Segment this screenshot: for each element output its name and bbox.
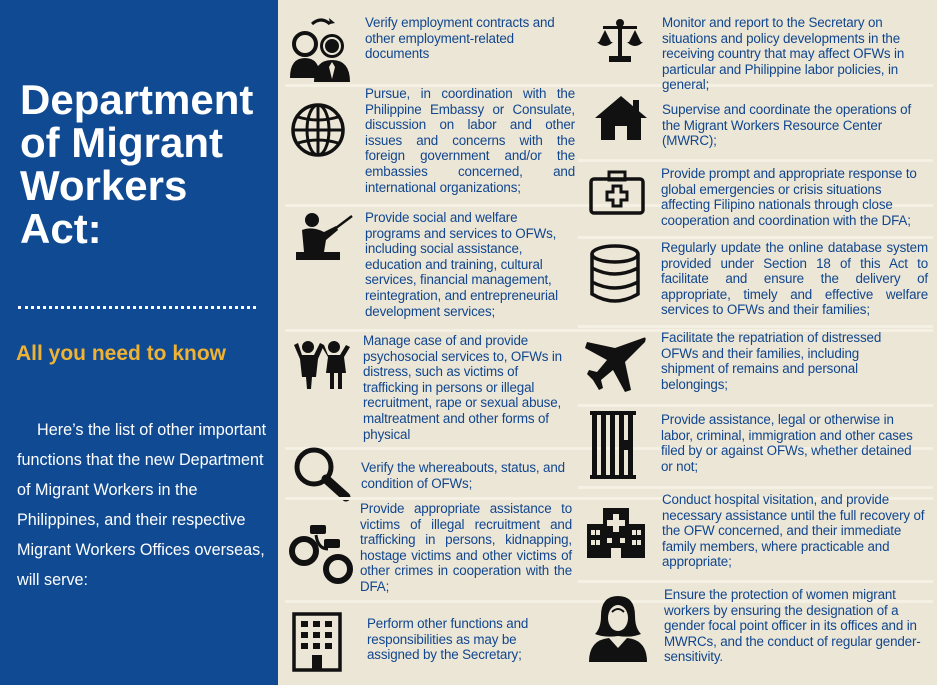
function-text: Provide social and welfare programs and services to OFWs, including social assistance, education and training, cultural services, financial management, reintegration, and entrepreneurial development services;: [365, 210, 558, 319]
function-item: [585, 164, 935, 240]
function-item: [585, 240, 935, 326]
row-divider: [578, 325, 933, 328]
function-text: Verify the whereabouts, status, and condition of OFWs;: [361, 460, 565, 491]
function-text: Facilitate the repatriation of distressed OFWs and their families, including shipment of remains and personal belongings;: [661, 330, 882, 392]
function-text: Provide assistance, legal or otherwise in labor, criminal, immigration and other cases filed by or against OFWs, whether detained or not;: [661, 412, 913, 474]
page-title: Department of Migrant Workers Act:: [20, 76, 254, 252]
function-text: Pursue, in coordination with the Philippine Embassy or Consulate, discussion on labor and other issues and concerns with the foreign government and/or the embassies concerned, and international organizations;: [365, 86, 575, 195]
function-item: [585, 330, 935, 400]
office-building-icon: [292, 612, 342, 672]
sidebar: [0, 0, 278, 685]
function-text: Verify employment contracts and other employment-related documents: [365, 15, 555, 62]
airplane-icon: [585, 334, 649, 394]
function-item: [288, 451, 578, 497]
globe-icon: [290, 102, 346, 158]
function-item: [585, 410, 935, 482]
dotted-divider: [18, 306, 256, 309]
function-text: Manage case of and provide psychosocial services to, OFWs in distress, such as victims of trafficking in persons or illegal recruitment, rape or sexual abuse, maltreatment and other forms of physical: [363, 333, 562, 442]
hospital-icon: [585, 506, 647, 560]
function-item: [288, 208, 578, 328]
people-exchange-icon: [288, 16, 354, 84]
subtitle: All you need to know: [16, 342, 227, 365]
function-text: Perform other functions and responsibilities as may be assigned by the Secretary;: [367, 616, 529, 663]
function-item: [585, 100, 935, 160]
function-text: Ensure the protection of women migrant workers by ensuring the designation of a gender focal point officer in its offices and in MWRCs, and the conduct of regular gender-sensitivity.: [664, 587, 921, 665]
database-icon: [589, 244, 641, 304]
function-item: [288, 86, 578, 202]
function-item: [585, 586, 935, 676]
children-icon: [292, 339, 350, 391]
magnifier-icon: [290, 445, 352, 503]
first-aid-kit-icon: [589, 170, 645, 216]
scales-icon: [595, 18, 645, 64]
row-divider: [578, 404, 933, 407]
teacher-icon: [294, 208, 356, 266]
function-text: Provide prompt and appropriate response to global emergencies or crisis situations affecting Filipino nationals through close cooperation and coordination with the DFA;: [661, 166, 917, 228]
row-divider: [578, 580, 933, 583]
function-item: [288, 12, 578, 82]
function-text: Provide appropriate assistance to victims of illegal recruitment and trafficking in persons, kidnapping, hostage victims and other victims of other crimes in cooperation with the DFA;: [360, 501, 572, 594]
function-item: [585, 492, 935, 576]
function-text: Monitor and report to the Secretary on situations and policy developments in the receiving country that may affect OFWs in particular and Philippine labor policies, in general;: [662, 15, 905, 93]
row-divider: [578, 486, 933, 489]
row-divider: [578, 236, 933, 239]
intro-text: Here’s the list of other important functions that the new Department of Migrant Workers in the Philippines, and their respective Migrant Workers Offices overseas, will serve:: [17, 421, 267, 589]
function-item: [288, 604, 578, 680]
function-item: [288, 333, 578, 445]
jail-cell-icon: [589, 410, 637, 480]
function-text: Supervise and coordinate the operations of the Migrant Workers Resource Center (MWRC);: [662, 102, 912, 149]
function-item: [585, 12, 935, 98]
row-divider: [578, 159, 933, 162]
function-item: [288, 501, 578, 599]
house-icon: [593, 94, 649, 142]
handcuffs-icon: [288, 521, 360, 587]
function-text: Conduct hospital visitation, and provide necessary assistance until the full recovery of the OFW concerned, and their immediate family members, where practicable and appropriate;: [662, 492, 925, 570]
function-text: Regularly update the online database system provided under Section 18 of this Act to facilitate and ensure the delivery of appropriate, timely and effective welfare services to OFWs and their families;: [661, 240, 928, 318]
woman-icon: [587, 594, 649, 662]
